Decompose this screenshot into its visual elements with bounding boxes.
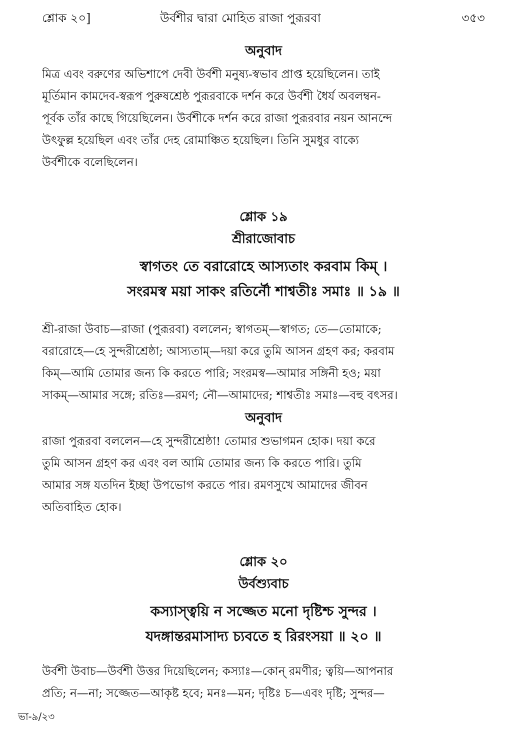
paragraph-line: উৎফুল্ল হয়েছিল এবং তাঁর দেহ রোমাঞ্চিত হয়েছিল। তিনি সুমধুর বাক্যে <box>42 133 359 147</box>
translation-heading-2: অনুবাদ <box>245 411 282 426</box>
paragraph-line: উর্বশীকে বলেছিলেন। <box>42 155 138 169</box>
synonym-line: প্রতি; ন—না; সজ্জেত—আকৃষ্ট হবে; মনঃ—মন; দৃষ্টিঃ চ—এবং দৃষ্টি; সুন্দর— <box>42 686 385 700</box>
shloka-19-speaker: শ্রীরাজোবাচ <box>231 232 296 247</box>
synonym-line: উর্বশী উবাচ—উর্বশী উত্তর দিয়েছিলেন; কস্যাঃ—কোন্ রমণীর; ত্বয়ি—আপনার <box>42 664 394 678</box>
shloka-20-verse-line-2: যদঙ্গান্তরমাসাদ্য চ্যবতে হ রিরংসয়া ॥ ২০ ॥ <box>145 629 382 645</box>
shloka-19-verse-line-2: সংরমস্ব ময়া সাকং রতির্নৌ শাশ্বতীঃ সমাঃ ॥ ১৯ ॥ <box>127 284 400 300</box>
synonym-line: বরারোহে—হে সুন্দরীশ্রেষ্ঠা; আস্যতাম্—দয়া করে তুমি আসন গ্রহণ কর; করবাম <box>42 344 395 358</box>
shloka-20-number: শ্লোক ২০ <box>239 555 288 570</box>
synonym-line: সাকম্—আমার সঙ্গে; রতিঃ—রমণ; নৌ—আমাদের; শাশ্বতীঃ সমাঃ—বহু বৎসর। <box>42 388 398 402</box>
synonyms-19 <box>42 318 487 406</box>
synonyms-20 <box>42 660 487 704</box>
shloka-20-verse-line-1: কস্যাস্ত্বয়ি ন সজ্জেত মনো দৃষ্টিশ্চ সুন্দর । <box>150 604 377 620</box>
signature-mark: ভা-৯/২৩ <box>18 712 55 723</box>
page-number: ৩৫৩ <box>461 11 485 25</box>
synonym-line: শ্রী-রাজা উবাচ—রাজা (পুরূরবা) বললেন; স্বাগতম্—স্বাগত; তে—তোমাকে; <box>42 322 382 336</box>
paragraph-line: পূর্বক তাঁর কাছে গিয়েছিলেন। উর্বশীকে দর্শন করে রাজা পুরূরবার নয়ন আনন্দে <box>42 111 393 125</box>
translation-paragraph-1 <box>42 63 487 173</box>
running-header-title: উর্বশীর দ্বারা মোহিত রাজা পুরূরবা <box>160 11 321 25</box>
paragraph-line: তুমি আসন গ্রহণ কর এবং বল আমি তোমার জন্য কি করতে পারি। তুমি <box>42 456 362 470</box>
shloka-19-verse-line-1: স্বাগতং তে বরারোহে আস্যতাং করবাম কিম্ । <box>139 259 388 275</box>
shloka-20-speaker: উর্বশ্যুবাচ <box>238 577 289 592</box>
paragraph-line: আমার সঙ্গ যতদিন ইচ্ছা উপভোগ করতে পার। রমণসুখে আমাদের জীবন <box>42 478 368 492</box>
translation-paragraph-2 <box>42 430 487 518</box>
paragraph-line: মূর্তিমান কামদেব-স্বরূপ পুরুষশ্রেষ্ঠ পুরূরবাকে দর্শন করে উর্বশী ধৈর্য অবলম্বন- <box>42 89 381 103</box>
shloka-19-number: শ্লোক ১৯ <box>239 210 288 225</box>
synonym-line: কিম্—আমি তোমার জন্য কি করতে পারি; সংরমস্ব—আমার সঙ্গিনী হও; ময়া <box>42 366 381 380</box>
running-header-left: শ্লোক ২০] <box>42 11 91 25</box>
paragraph-line: অতিবাহিত হোক। <box>42 500 122 514</box>
paragraph-line: রাজা পুরূরবা বললেন—হে সুন্দরীশ্রেষ্ঠা! তোমার শুভাগমন হোক। দয়া করে <box>42 434 376 448</box>
paragraph-line: মিত্র এবং বরুণের অভিশাপে দেবী উর্বশী মনুষ্য-স্বভাব প্রাপ্ত হয়েছিলেন। তাই <box>42 67 380 81</box>
translation-heading-1: অনুবাদ <box>245 44 282 59</box>
